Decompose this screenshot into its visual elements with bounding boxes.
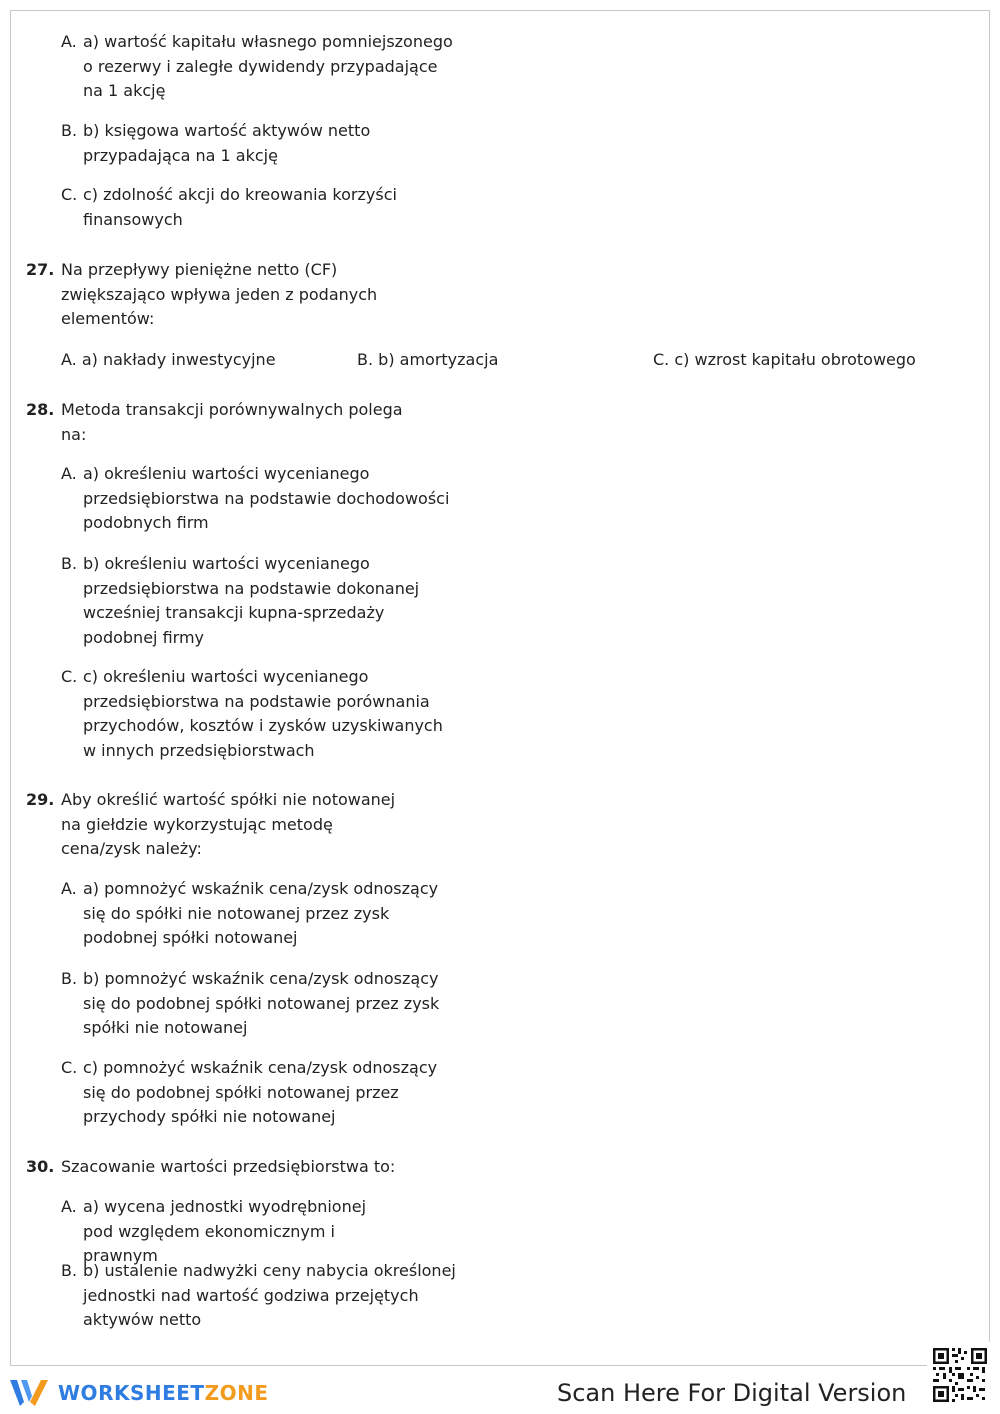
option-label: B. [61, 121, 78, 140]
option-label: B. [357, 350, 374, 369]
q27-option-a[interactable] [61, 348, 276, 372]
q30-option-a[interactable] [61, 1195, 481, 1269]
q26-option-c[interactable] [61, 183, 481, 232]
question-text: Aby określić wartość spółki nie notowanej na giełdzie wykorzystując metodę cena/zysk należy: [61, 790, 396, 858]
option-text: a) pomnożyć wskaźnik cena/zysk odnoszący się do spółki nie notowanej przez zysk podobnej spółki notowanej [83, 879, 439, 947]
question-text: Metoda transakcji porównywalnych polega na: [61, 400, 403, 444]
option-label: C. [61, 185, 78, 204]
q28-option-c[interactable] [61, 665, 481, 763]
option-text: a) wartość kapitału własnego pomniejszonego o rezerwy i zaległe dywidendy przypadające na 1 akcję [83, 32, 453, 100]
question-number: 28. [26, 400, 55, 419]
q28-option-a[interactable] [61, 462, 481, 536]
option-text: b) ustalenie nadwyżki ceny nabycia określonej jednostki nad wartość godziwa przejętych aktywów netto [83, 1261, 456, 1329]
question-30 [26, 1155, 456, 1180]
option-text: c) określeniu wartości wycenianego przedsiębiorstwa na podstawie porównania przychodów, kosztów i zysków uzyskiwanych w innych przedsiębiorstwach [83, 667, 443, 760]
q26-option-b[interactable] [61, 119, 481, 168]
q30-option-b[interactable] [61, 1259, 481, 1333]
logo-w-icon [10, 1378, 50, 1408]
q29-option-a[interactable] [61, 877, 481, 951]
question-text: Na przepływy pieniężne netto (CF) zwiększająco wpływa jeden z podanych elementów: [61, 260, 378, 328]
option-label: A. [61, 464, 77, 483]
option-label: B. [61, 1261, 78, 1280]
option-label: A. [61, 350, 77, 369]
question-number: 30. [26, 1157, 55, 1176]
option-text: a) nakłady inwestycyjne [81, 350, 276, 369]
question-29 [26, 788, 456, 862]
option-text: c) zdolność akcji do kreowania korzyści finansowych [83, 185, 397, 229]
option-label: C. [653, 350, 670, 369]
option-text: b) pomnożyć wskaźnik cena/zysk odnoszący się do podobnej spółki notowanej przez zysk spółki nie notowanej [83, 969, 440, 1037]
option-text: b) określeniu wartości wycenianego przedsiębiorstwa na podstawie dokonanej wcześniej transakcji kupna-sprzedaży podobnej firmy [83, 554, 420, 647]
question-number: 29. [26, 790, 55, 809]
question-28 [26, 398, 456, 447]
option-label: C. [61, 667, 78, 686]
option-text: c) pomnożyć wskaźnik cena/zysk odnoszący się do podobnej spółki notowanej przez przychody spółki nie notowanej [83, 1058, 438, 1126]
option-label: A. [61, 1197, 77, 1216]
q27-option-c[interactable] [653, 348, 916, 372]
option-label: A. [61, 879, 77, 898]
question-text: Szacowanie wartości przedsiębiorstwa to: [61, 1157, 396, 1176]
logo-text-part2: ZONE [204, 1381, 269, 1405]
qr-code-icon[interactable] [927, 1342, 993, 1408]
option-label: B. [61, 554, 78, 573]
q27-option-b[interactable] [357, 348, 498, 372]
option-text: a) określeniu wartości wycenianego przedsiębiorstwa na podstawie dochodowości podobnych firm [83, 464, 450, 532]
q29-option-c[interactable] [61, 1056, 481, 1130]
scan-instruction: Scan Here For Digital Version [557, 1379, 907, 1407]
question-27 [26, 258, 456, 332]
option-text: c) wzrost kapitału obrotowego [674, 350, 916, 369]
q28-option-b[interactable] [61, 552, 481, 650]
logo-text [58, 1381, 268, 1405]
option-label: B. [61, 969, 78, 988]
q26-option-a[interactable] [61, 30, 481, 104]
option-text: a) wycena jednostki wyodrębnionej pod względem ekonomicznym i prawnym [83, 1197, 367, 1265]
question-number: 27. [26, 260, 55, 279]
option-label: C. [61, 1058, 78, 1077]
option-text: b) księgowa wartość aktywów netto przypadająca na 1 akcję [83, 121, 371, 165]
worksheetzone-logo[interactable] [10, 1377, 268, 1409]
logo-text-part1: WORKSHEET [58, 1381, 205, 1405]
option-text: b) amortyzacja [378, 350, 499, 369]
option-label: A. [61, 32, 77, 51]
q29-option-b[interactable] [61, 967, 481, 1041]
